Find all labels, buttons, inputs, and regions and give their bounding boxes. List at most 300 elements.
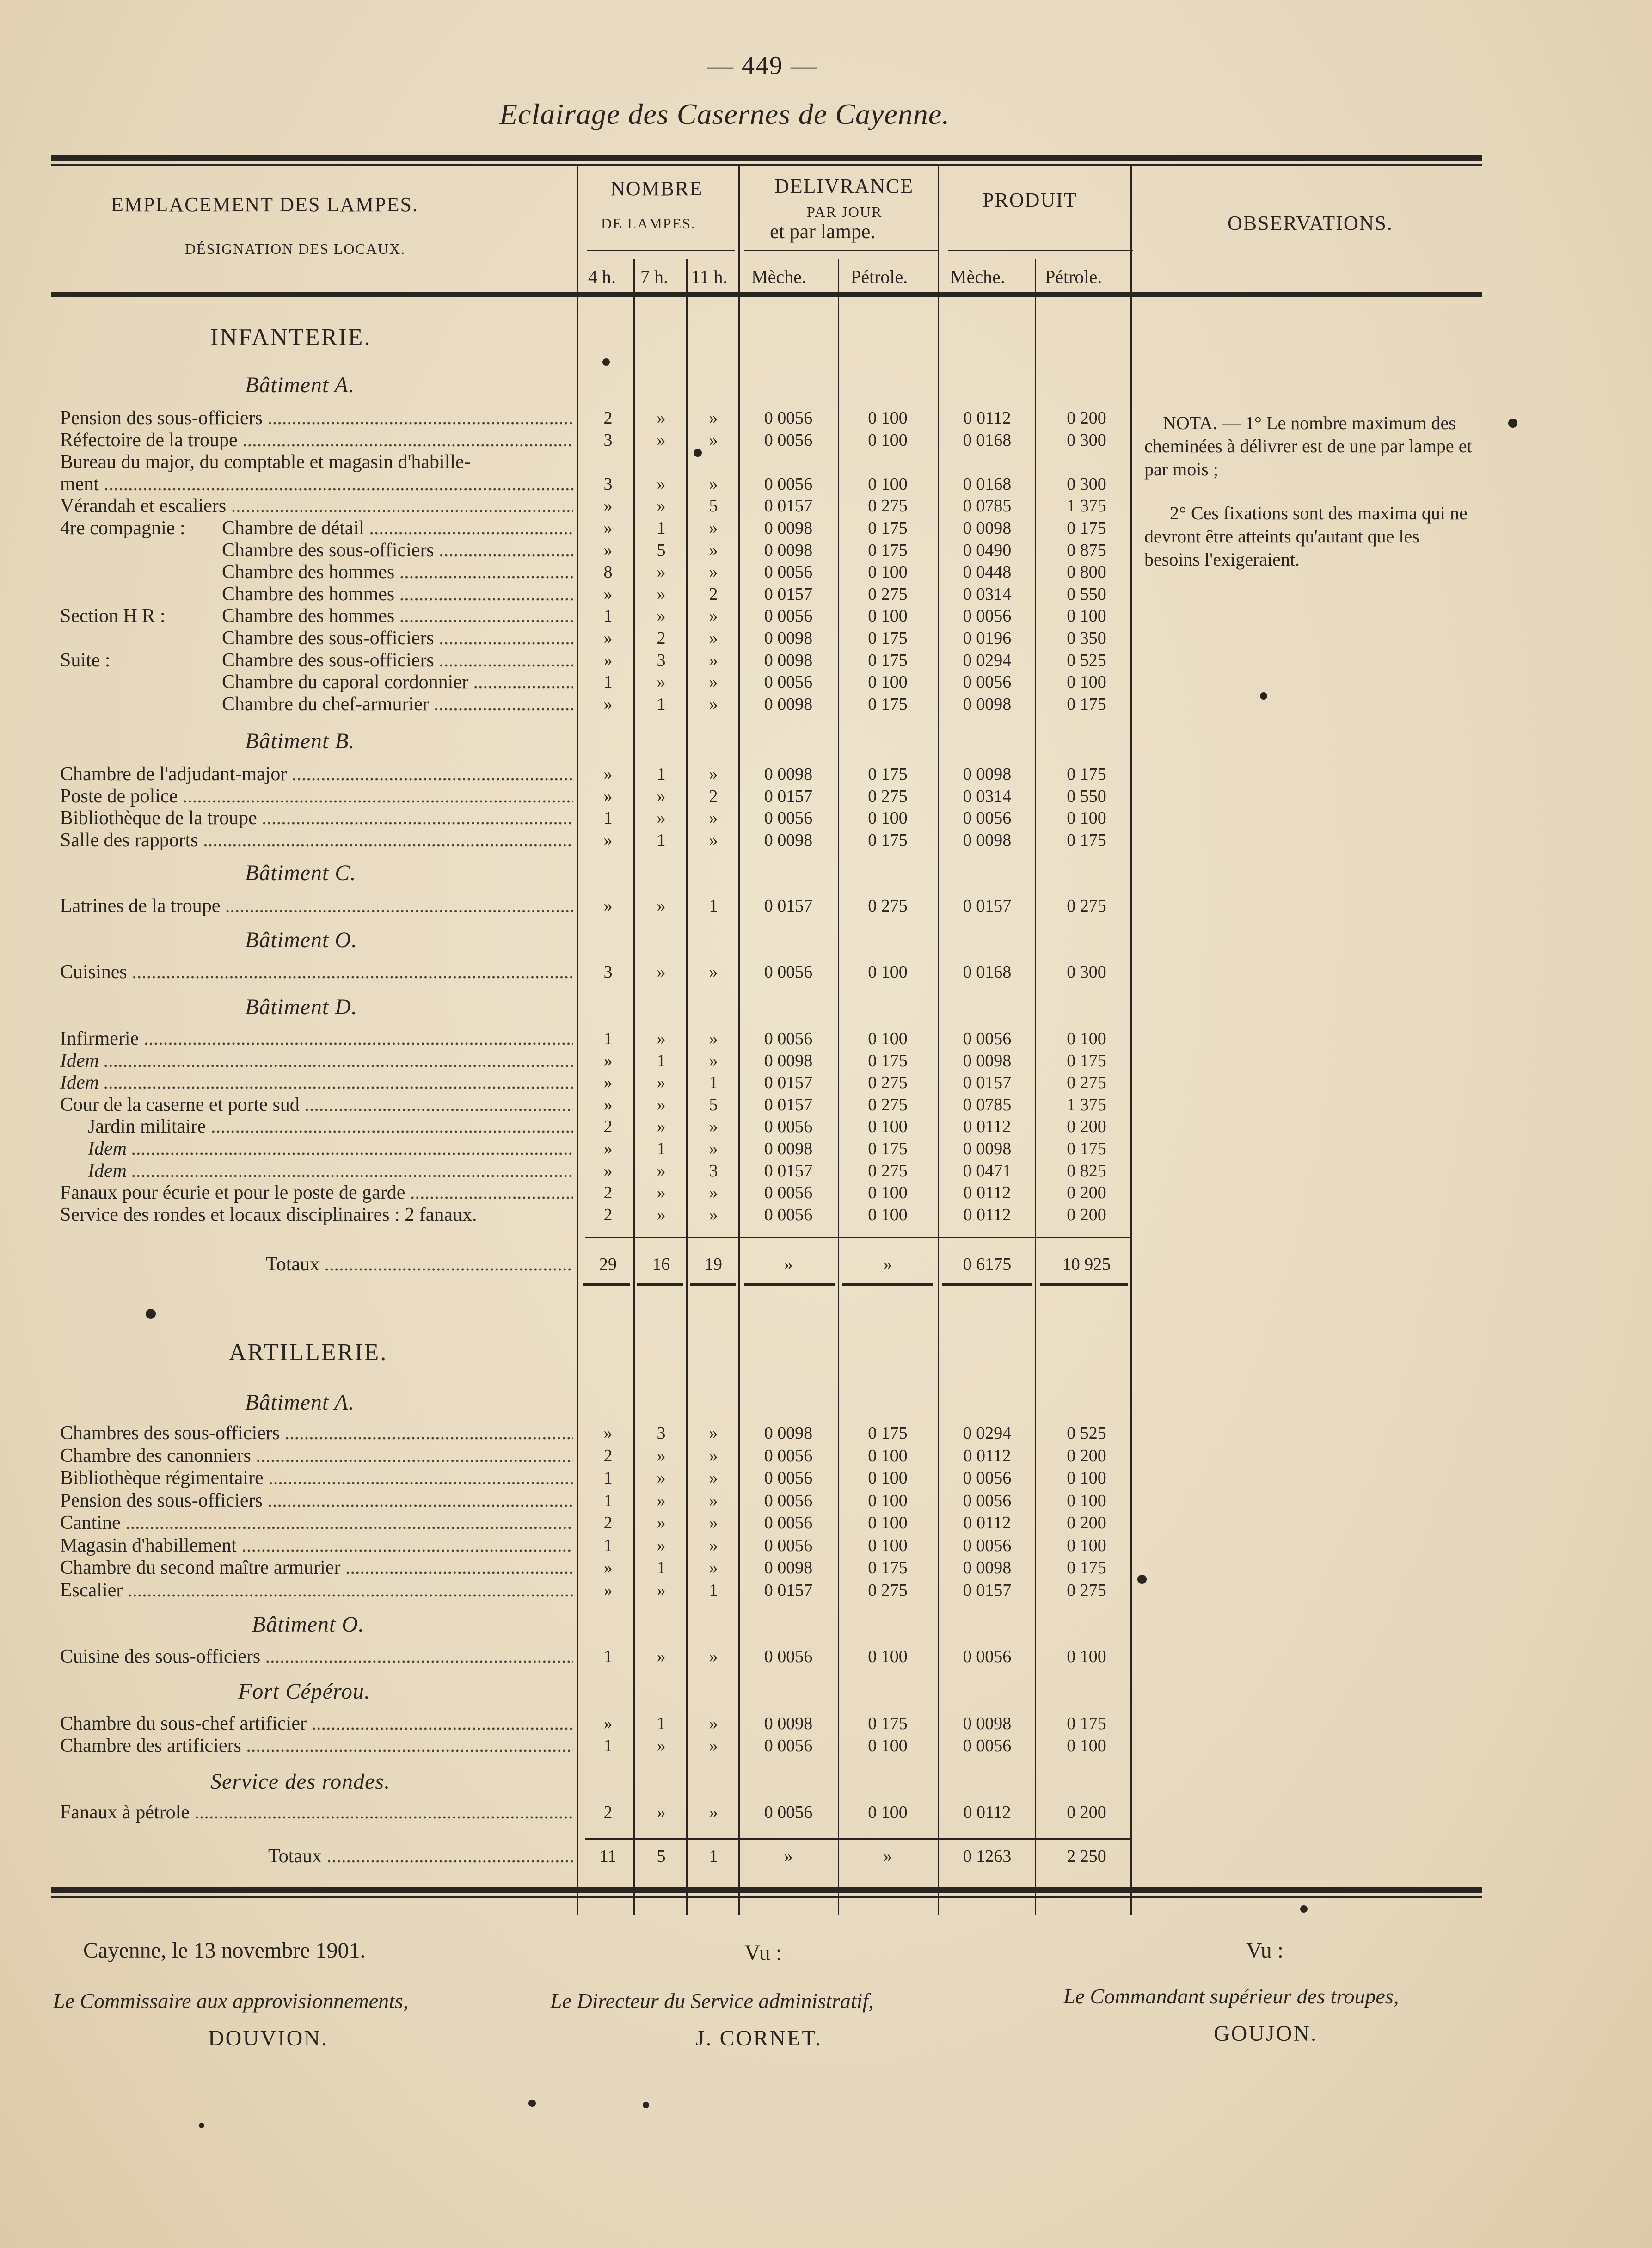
row-label: Bibliothèque de la troupe ..... — [60, 807, 573, 829]
count-7h: 3 — [657, 1423, 666, 1443]
table-row — [0, 1490, 1652, 1512]
section-artillerie: ARTILLERIE. — [229, 1339, 388, 1366]
count-7h: » — [657, 1468, 666, 1488]
produit-meche: 0 0056 — [963, 1468, 1012, 1488]
building-o-artillerie: Bâtiment O. — [252, 1612, 364, 1637]
count-7h: 1 — [657, 1558, 666, 1577]
totaux-infanterie-under-11h — [690, 1283, 736, 1286]
section-infanterie: INFANTERIE. — [210, 324, 372, 351]
delivrance-meche: 0 0098 — [764, 694, 813, 714]
delivrance-petrole: 0 275 — [868, 1095, 908, 1115]
delivrance-meche: 0 0056 — [764, 562, 813, 582]
delivrance-petrole: 0 100 — [868, 606, 908, 626]
count-11h: 19 — [705, 1255, 722, 1274]
row-label: Service des rondes et locaux disciplinaires : 2 fanaux. — [60, 1204, 477, 1226]
produit-petrole: 0 100 — [1067, 606, 1106, 626]
produit-meche: 0 0112 — [963, 408, 1011, 428]
row-label: Totaux ..... — [268, 1845, 573, 1867]
delivrance-meche: 0 0098 — [764, 1714, 813, 1733]
produit-petrole: 0 525 — [1067, 1423, 1106, 1443]
produit-petrole: 0 825 — [1067, 1161, 1106, 1181]
delivrance-petrole: 0 175 — [868, 1714, 908, 1733]
delivrance-petrole: 0 175 — [868, 628, 908, 648]
table-row — [0, 1138, 1652, 1160]
delivrance-meche: 0 0056 — [764, 1183, 813, 1203]
delivrance-petrole: 0 275 — [868, 584, 908, 604]
count-7h: » — [657, 786, 666, 806]
produit-petrole: 0 275 — [1067, 896, 1106, 916]
produit-meche: 0 0168 — [963, 962, 1012, 982]
row-label: Chambre des artificiers ..... — [60, 1735, 573, 1757]
count-11h: » — [709, 1423, 718, 1443]
count-4h: » — [603, 1558, 613, 1577]
count-11h: 3 — [709, 1161, 718, 1181]
ink-speck — [1300, 1905, 1308, 1913]
table-row — [0, 627, 1652, 649]
building-a-artillerie: Bâtiment A. — [245, 1390, 355, 1415]
count-4h: » — [603, 518, 613, 538]
count-4h: 3 — [603, 962, 613, 982]
footer-directeur-title: Le Directeur du Service administratif, — [550, 1989, 874, 2013]
header-petrole: Pétrole. — [851, 266, 908, 287]
produit-meche: 0 0056 — [963, 808, 1012, 828]
produit-petrole: 0 100 — [1067, 672, 1106, 692]
count-7h: 1 — [657, 518, 666, 538]
delivrance-petrole: 0 175 — [868, 830, 908, 850]
header-produit: PRODUIT — [983, 189, 1077, 211]
totaux-infanterie-under-4h — [583, 1283, 630, 1286]
count-4h: 1 — [603, 1736, 613, 1755]
table-row — [0, 1579, 1652, 1601]
count-4h: 2 — [603, 1117, 613, 1137]
count-7h: 3 — [657, 650, 666, 670]
count-11h: » — [709, 764, 718, 784]
produit-meche: 0 0098 — [963, 764, 1012, 784]
row-label: Réfectoire de la troupe ..... — [60, 429, 573, 451]
delivrance-petrole: 0 100 — [868, 474, 908, 494]
top-rule-thin — [51, 164, 1482, 166]
row-label: Chambre des sous-officiers ..... — [222, 649, 573, 671]
produit-meche: 0 0098 — [963, 1558, 1012, 1577]
delivrance-meche: 0 0056 — [764, 1736, 813, 1755]
produit-meche: 0 0294 — [963, 650, 1012, 670]
table-row — [0, 1204, 1652, 1226]
row-label: Fanaux à pétrole ..... — [60, 1801, 573, 1823]
count-11h: 1 — [709, 1847, 718, 1866]
count-4h: » — [603, 764, 613, 784]
count-4h: 29 — [599, 1255, 617, 1274]
ink-speck — [146, 1309, 156, 1319]
delivrance-petrole: 0 175 — [868, 518, 908, 538]
count-11h: » — [709, 1647, 718, 1666]
count-4h: » — [603, 1139, 613, 1158]
building-d-infanterie: Bâtiment D. — [245, 995, 357, 1019]
count-7h: » — [657, 1161, 666, 1181]
delivrance-meche: 0 0056 — [764, 808, 813, 828]
totaux-row — [0, 1845, 1652, 1867]
produit-petrole: 0 175 — [1067, 694, 1106, 714]
count-7h: » — [657, 1029, 666, 1048]
delivrance-petrole: 0 175 — [868, 1423, 908, 1443]
count-7h: » — [657, 496, 666, 516]
count-4h: » — [603, 1714, 613, 1733]
delivrance-meche: 0 0157 — [764, 584, 813, 604]
table-row — [0, 605, 1652, 627]
count-7h: 1 — [657, 764, 666, 784]
row-label: Chambre du chef-armurier ..... — [222, 693, 573, 715]
produit-petrole: 0 175 — [1067, 764, 1106, 784]
produit-meche: 0 0112 — [963, 1446, 1011, 1466]
count-11h: » — [709, 474, 718, 494]
count-7h: » — [657, 606, 666, 626]
delivrance-petrole: » — [883, 1255, 892, 1274]
produit-petrole: 0 175 — [1067, 1714, 1106, 1733]
produit-meche: 0 0098 — [963, 830, 1012, 850]
produit-meche: 0 0098 — [963, 694, 1012, 714]
count-4h: 2 — [603, 1446, 613, 1466]
count-4h: » — [603, 786, 613, 806]
count-11h: 2 — [709, 786, 718, 806]
delivrance-petrole: 0 100 — [868, 1468, 908, 1488]
delivrance-petrole: 0 175 — [868, 540, 908, 560]
produit-meche: 0 0157 — [963, 1073, 1012, 1093]
table-row — [0, 649, 1652, 671]
produit-petrole: 0 200 — [1067, 1513, 1106, 1533]
produit-meche: 0 0098 — [963, 518, 1012, 538]
service-des-rondes: Service des rondes. — [210, 1769, 391, 1794]
count-4h: » — [603, 584, 613, 604]
building-o-infanterie: Bâtiment O. — [245, 928, 357, 952]
delivrance-petrole: 0 100 — [868, 808, 908, 828]
count-4h: 3 — [603, 430, 613, 450]
totaux-infanterie-under-7h — [637, 1283, 683, 1286]
delivrance-petrole: 0 275 — [868, 1580, 908, 1600]
delivrance-meche: 0 0157 — [764, 496, 813, 516]
count-7h: » — [657, 1205, 666, 1225]
produit-petrole: 0 200 — [1067, 1803, 1106, 1822]
delivrance-meche: 0 0098 — [764, 1423, 813, 1443]
produit-petrole: 1 375 — [1067, 1095, 1106, 1115]
count-4h: 2 — [603, 1513, 613, 1533]
count-7h: » — [657, 1183, 666, 1203]
table-row — [0, 1645, 1652, 1668]
delivrance-meche: 0 0056 — [764, 1513, 813, 1533]
count-11h: » — [709, 1490, 718, 1510]
delivrance-petrole: 0 275 — [868, 1073, 908, 1093]
produit-petrole: 0 100 — [1067, 1736, 1106, 1755]
row-label: Bureau du major, du comptable et magasin d'habille- — [60, 451, 471, 473]
count-4h: 1 — [603, 672, 613, 692]
produit-meche: 0 0056 — [963, 1029, 1012, 1048]
delivrance-meche: 0 0056 — [764, 606, 813, 626]
delivrance-meche: 0 0098 — [764, 764, 813, 784]
produit-meche: 0 0785 — [963, 496, 1012, 516]
count-7h: » — [657, 962, 666, 982]
delivrance-meche: 0 0056 — [764, 1029, 813, 1048]
delivrance-meche: 0 0098 — [764, 830, 813, 850]
delivrance-petrole: 0 100 — [868, 1647, 908, 1666]
produit-meche: 0 0314 — [963, 786, 1012, 806]
produit-petrole: 0 275 — [1067, 1580, 1106, 1600]
delivrance-petrole: 0 175 — [868, 694, 908, 714]
count-4h: 2 — [603, 1803, 613, 1822]
produit-meche: 0 0098 — [963, 1714, 1012, 1733]
header-underline-produit — [948, 250, 1133, 251]
delivrance-meche: 0 0098 — [764, 1558, 813, 1577]
header-designation: DÉSIGNATION DES LOCAUX. — [185, 240, 406, 257]
produit-meche: 0 0056 — [963, 1736, 1012, 1755]
ink-speck — [694, 449, 702, 457]
row-label: Chambre de détail ..... — [222, 517, 573, 539]
produit-meche: 0 0112 — [963, 1117, 1011, 1137]
row-label: Cuisine des sous-officiers ..... — [60, 1645, 573, 1668]
delivrance-petrole: 0 175 — [868, 1558, 908, 1577]
table-row — [0, 1422, 1652, 1444]
count-4h: » — [603, 628, 613, 648]
count-7h: 1 — [657, 830, 666, 850]
delivrance-meche: » — [784, 1847, 793, 1866]
row-label: Pension des sous-officiers ..... — [60, 407, 573, 429]
produit-meche: 0 0448 — [963, 562, 1012, 582]
table-row — [0, 1467, 1652, 1489]
count-11h: » — [709, 408, 718, 428]
bottom-rule — [51, 1887, 1482, 1893]
count-4h: » — [603, 1051, 613, 1071]
produit-petrole: 0 100 — [1067, 1490, 1106, 1510]
produit-petrole: 0 800 — [1067, 562, 1106, 582]
row-group-prefix: 4re compagnie : — [60, 517, 185, 539]
produit-petrole: 0 175 — [1067, 1139, 1106, 1158]
delivrance-petrole: 0 100 — [868, 1736, 908, 1755]
delivrance-petrole: 0 100 — [868, 408, 908, 428]
totaux-infanterie-under-pp — [1040, 1283, 1128, 1286]
produit-meche: 0 0471 — [963, 1161, 1012, 1181]
header-petrole-produit: Pétrole. — [1045, 266, 1102, 287]
delivrance-petrole: 0 100 — [868, 1535, 908, 1555]
row-label: Chambre du second maître armurier ..... — [60, 1557, 573, 1579]
delivrance-meche: 0 0056 — [764, 1490, 813, 1510]
ink-speck — [528, 2100, 536, 2107]
page-number: — 449 — — [707, 51, 817, 80]
footer-vu-1: Vu : — [744, 1940, 782, 1965]
footer-directeur-name: J. CORNET. — [696, 2026, 823, 2051]
fort-ceperou: Fort Cépérou. — [238, 1679, 370, 1704]
count-7h: » — [657, 1647, 666, 1666]
count-11h: » — [709, 1468, 718, 1488]
count-7h: 1 — [657, 694, 666, 714]
delivrance-meche: 0 0098 — [764, 1139, 813, 1158]
totaux-row — [0, 1253, 1652, 1275]
count-4h: 1 — [603, 1490, 613, 1510]
count-4h: » — [603, 496, 613, 516]
count-11h: » — [709, 1535, 718, 1555]
table-row — [0, 763, 1652, 785]
count-11h: 2 — [709, 584, 718, 604]
count-11h: » — [709, 808, 718, 828]
delivrance-meche: 0 0157 — [764, 1073, 813, 1093]
count-4h: 2 — [603, 1205, 613, 1225]
header-et-par-lampe: et par lampe. — [770, 220, 876, 243]
totaux-infanterie-under-m — [744, 1283, 835, 1286]
building-c-infanterie: Bâtiment C. — [245, 861, 356, 885]
count-4h: » — [603, 896, 613, 916]
totaux-infanterie-top-rule — [585, 1237, 1130, 1238]
ink-speck — [199, 2123, 204, 2128]
produit-petrole: 0 200 — [1067, 1183, 1106, 1203]
delivrance-meche: 0 0098 — [764, 518, 813, 538]
header-observations: OBSERVATIONS. — [1228, 212, 1393, 234]
count-11h: » — [709, 1803, 718, 1822]
count-11h: » — [709, 1205, 718, 1225]
count-11h: » — [709, 1029, 718, 1048]
page-title: Eclairage des Casernes de Cayenne. — [499, 98, 950, 130]
building-a-infanterie: Bâtiment A. — [245, 373, 355, 397]
row-label: Idem ..... — [60, 1072, 573, 1094]
produit-petrole: 0 300 — [1067, 474, 1106, 494]
row-label: Cour de la caserne et porte sud ..... — [60, 1094, 573, 1116]
row-label: Chambre de l'adjudant-major ..... — [60, 763, 573, 785]
row-group-prefix: Section H R : — [60, 605, 166, 627]
row-label: Chambre des hommes ..... — [222, 583, 573, 605]
count-7h: » — [657, 408, 666, 428]
table-row — [0, 961, 1652, 983]
delivrance-petrole: 0 100 — [868, 1205, 908, 1225]
delivrance-meche: 0 0157 — [764, 896, 813, 916]
table-row — [0, 583, 1652, 605]
header-meche-produit: Mèche. — [950, 266, 1005, 287]
count-11h: 1 — [709, 896, 718, 916]
count-4h: 1 — [603, 808, 613, 828]
building-b-infanterie: Bâtiment B. — [245, 729, 355, 753]
delivrance-petrole: 0 275 — [868, 786, 908, 806]
row-label: Chambre des sous-officiers ..... — [222, 539, 573, 561]
header-7h: 7 h. — [640, 266, 668, 287]
table-row — [0, 1050, 1652, 1072]
ink-speck — [602, 358, 610, 366]
produit-meche: 0 0490 — [963, 540, 1012, 560]
count-11h: » — [709, 562, 718, 582]
count-11h: » — [709, 1117, 718, 1137]
delivrance-meche: 0 0056 — [764, 1205, 813, 1225]
header-4h: 4 h. — [588, 266, 616, 287]
produit-petrole: 0 175 — [1067, 1051, 1106, 1071]
produit-petrole: 0 175 — [1067, 830, 1106, 850]
table-row — [0, 671, 1652, 693]
produit-meche: 0 1263 — [963, 1847, 1012, 1866]
delivrance-petrole: 0 100 — [868, 430, 908, 450]
produit-meche: 0 0157 — [963, 1580, 1012, 1600]
produit-petrole: 0 200 — [1067, 1446, 1106, 1466]
produit-meche: 0 0168 — [963, 474, 1012, 494]
produit-meche: 0 0098 — [963, 1051, 1012, 1071]
delivrance-petrole: 0 175 — [868, 650, 908, 670]
count-4h: 2 — [603, 408, 613, 428]
count-7h: » — [657, 672, 666, 692]
table-row — [0, 1072, 1652, 1094]
produit-meche: 0 0098 — [963, 1139, 1012, 1158]
count-11h: » — [709, 830, 718, 850]
produit-petrole: 0 100 — [1067, 1647, 1106, 1666]
table-row — [0, 807, 1652, 829]
delivrance-petrole: 0 100 — [868, 1029, 908, 1048]
delivrance-petrole: 0 100 — [868, 672, 908, 692]
count-7h: » — [657, 562, 666, 582]
count-7h: » — [657, 896, 666, 916]
produit-meche: 0 0112 — [963, 1183, 1011, 1203]
delivrance-meche: 0 0056 — [764, 408, 813, 428]
count-7h: 1 — [657, 1139, 666, 1158]
count-7h: » — [657, 474, 666, 494]
count-11h: 1 — [709, 1073, 718, 1093]
count-11h: » — [709, 606, 718, 626]
delivrance-petrole: 0 175 — [868, 1139, 908, 1158]
produit-meche: 0 0112 — [963, 1205, 1011, 1225]
produit-meche: 0 0056 — [963, 606, 1012, 626]
bottom-rule-thin — [51, 1896, 1482, 1898]
count-4h: 1 — [603, 606, 613, 626]
count-4h: 1 — [603, 1029, 613, 1048]
row-group-prefix: Suite : — [60, 649, 111, 671]
delivrance-petrole: 0 275 — [868, 496, 908, 516]
delivrance-meche: 0 0098 — [764, 650, 813, 670]
count-7h: 5 — [657, 540, 666, 560]
delivrance-meche: 0 0056 — [764, 1535, 813, 1555]
header-par-jour: PAR JOUR — [807, 203, 883, 220]
count-7h: » — [657, 1513, 666, 1533]
delivrance-meche: 0 0056 — [764, 1803, 813, 1822]
count-7h: » — [657, 1446, 666, 1466]
delivrance-meche: 0 0056 — [764, 1446, 813, 1466]
nota-1: NOTA. — 1° Le nombre maximum des cheminées à délivrer est de une par lampe et par mois ; — [1144, 413, 1472, 480]
produit-petrole: 0 350 — [1067, 628, 1106, 648]
produit-petrole: 0 175 — [1067, 518, 1106, 538]
totaux-infanterie-under-pm — [942, 1283, 1032, 1286]
delivrance-meche: 0 0056 — [764, 962, 813, 982]
footer-commandant-title: Le Commandant supérieur des troupes, — [1063, 1984, 1399, 2008]
table-row — [0, 1445, 1652, 1467]
table-row — [0, 693, 1652, 715]
produit-meche: 0 0056 — [963, 672, 1012, 692]
totaux-artillerie-top-rule — [585, 1838, 1130, 1840]
footer-commissaire-name: DOUVION. — [208, 2026, 328, 2051]
count-7h: 1 — [657, 1051, 666, 1071]
produit-petrole: 0 100 — [1067, 1535, 1106, 1555]
delivrance-meche: 0 0157 — [764, 1580, 813, 1600]
delivrance-meche: 0 0098 — [764, 540, 813, 560]
count-4h: » — [603, 694, 613, 714]
count-11h: » — [709, 672, 718, 692]
row-label: Chambres des sous-officiers ..... — [60, 1422, 573, 1444]
count-11h: » — [709, 1183, 718, 1203]
header-de-lampes: DE LAMPES. — [601, 215, 696, 232]
count-11h: » — [709, 1558, 718, 1577]
row-label: Cantine ..... — [60, 1512, 573, 1534]
delivrance-petrole: 0 100 — [868, 1183, 908, 1203]
row-label: ment ..... — [60, 473, 573, 495]
produit-petrole: 10 925 — [1062, 1255, 1111, 1274]
row-label: Poste de police ..... — [60, 785, 573, 807]
table-row — [0, 785, 1652, 807]
row-label: Chambre du caporal cordonnier ..... — [222, 671, 573, 693]
table-row — [0, 1801, 1652, 1823]
count-11h: 5 — [709, 1095, 718, 1115]
footer-commandant-name: GOUJON. — [1214, 2021, 1318, 2046]
produit-petrole: 0 550 — [1067, 786, 1106, 806]
footer-commissaire-title: Le Commissaire aux approvisionnements, — [53, 1989, 409, 2013]
produit-petrole: 0 200 — [1067, 1117, 1106, 1137]
count-11h: » — [709, 962, 718, 982]
top-rule — [51, 155, 1482, 161]
